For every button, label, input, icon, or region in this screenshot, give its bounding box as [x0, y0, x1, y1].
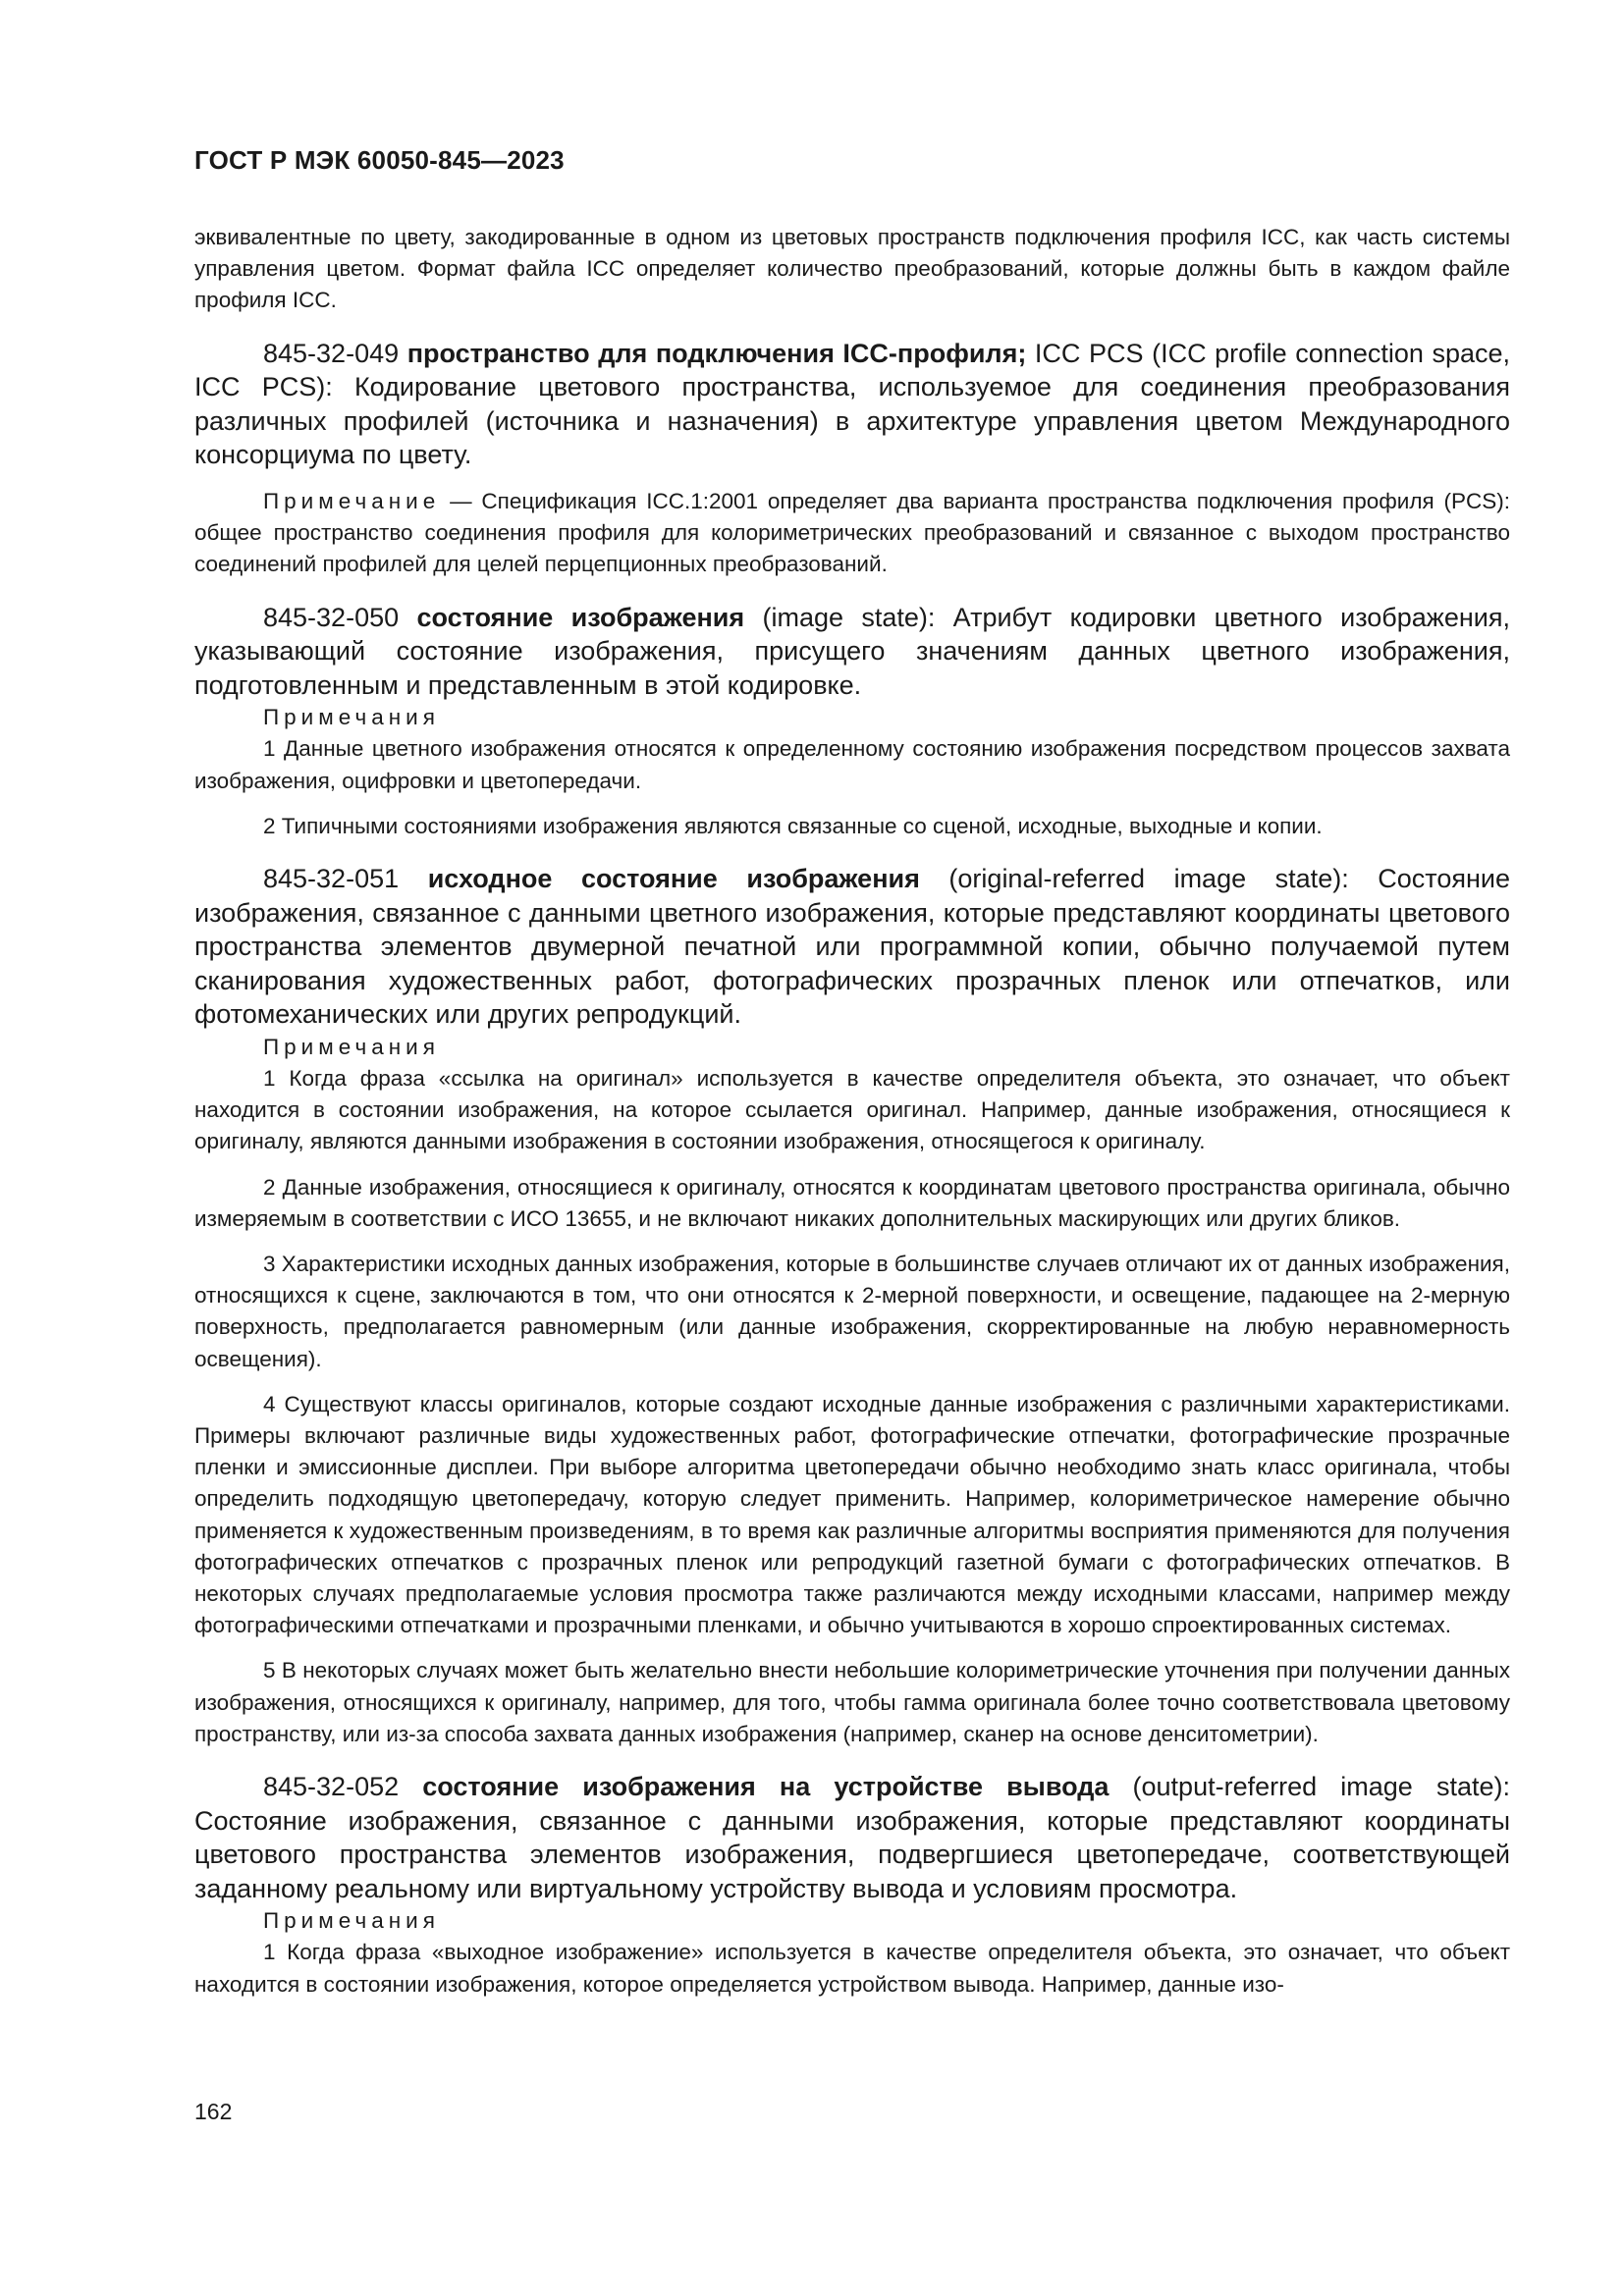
term-051-notes-heading: Примечания — [263, 1034, 440, 1059]
term-number: 845-32-052 — [263, 1772, 423, 1802]
page-content — [194, 222, 1510, 2001]
term-051-note-3: 3 Характеристики исходных данных изображения, которые в большинстве случаев отличают их от данных изображения, относящихся к сцене, заключаются в том, что они относятся к 2-мерной поверхности, и освещение, падающее на 2-мерную поверхность, предполагается равномерным (или данные изображения, скорректированные на любую неравномерность освещения). — [194, 1251, 1510, 1371]
term-entry-050 — [194, 601, 1510, 703]
document-header: ГОСТ Р МЭК 60050-845—2023 — [194, 145, 565, 175]
term-050-note-2: 2 Типичными состояниями изображения являются связанные со сценой, исходные, выходные и копии. — [263, 813, 1323, 838]
term-title: состояние изображения на устройстве вывода — [422, 1772, 1110, 1802]
intro-paragraph: эквивалентные по цвету, закодированные в одном из цветовых пространств подключения профиля ICC, как часть системы управления цветом. Формат файла ICC определяет количество преобразований, которые должны быть в каждом файле профиля ICC. — [194, 225, 1510, 313]
term-052-note-1: 1 Когда фраза «выходное изображение» используется в качестве определителя объекта, это означает, что объект находится в состоянии изображения, которое определяется устройством вывода. Например, данные изо- — [194, 1940, 1510, 1997]
term-title: пространство для подключения ICC-профиля; — [406, 338, 1027, 368]
term-title: исходное состояние изображения — [427, 863, 920, 893]
term-050-note-1: 1 Данные цветного изображения относятся к определенному состоянию изображения посредством процессов захвата изображения, оцифровки и цветопередачи. — [194, 736, 1510, 793]
term-049-note — [194, 486, 1510, 581]
term-050-notes-heading: Примечания — [263, 705, 440, 730]
term-052-notes-heading: Примечания — [263, 1908, 440, 1934]
term-051-note-2: 2 Данные изображения, относящиеся к оригиналу, относятся к координатам цветового пространства оригинала, обычно измеряемым в соответствии с ИСО 13655, и не включают никаких дополнительных маскирующих или других бликов. — [194, 1174, 1510, 1231]
term-051-note-1: 1 Когда фраза «ссылка на оригинал» используется в качестве определителя объекта, это означает, что объект находится в состоянии изображения, на которое ссылается оригинал. Например, данные изображения, относящиеся к оригиналу, являются данными изображения в состоянии изображения, относящегося к оригиналу. — [194, 1065, 1510, 1154]
term-definition: (output-referred image state): Состояние изображения, связанное с данными изображения, которые представляют координаты цветового пространства элементов изображения, подвергшиеся цветопередаче, соответствующей заданному реальному или виртуальному устройству вывода и условиям просмотра. — [194, 1772, 1510, 1903]
note-label: Примечание — [263, 488, 441, 513]
term-number: 845-32-049 — [263, 338, 407, 368]
term-title: состояние изображения — [416, 602, 745, 632]
term-051-note-5: 5 В некоторых случаях может быть желательно внести небольшие колориметрические уточнения при получении данных изображения, относящихся к оригиналу, например, для того, чтобы гамма оригинала более точно соответствовала цветовому пространству, или из-за способа захвата данных изображения (например, сканер на основе денситометрии). — [194, 1658, 1510, 1746]
term-051-note-4: 4 Существуют классы оригиналов, которые создают исходные данные изображения с различными характеристиками. Примеры включают различные виды художественных работ, фотографические отпечатки, фотографические прозрачные пленки и эмиссионные дисплеи. При выборе алгоритма цветопередачи обычно необходимо знать класс оригинала, чтобы определить подходящую цветопередачу, которую следует применить. Например, колориметрическое намерение обычно применяется к художественным произведениям, в то время как различные алгоритмы восприятия применяются для получения фотографических отпечатков с прозрачных пленок или репродукций газетной бумаги с фотографических отпечатков. В некоторых случаях предполагаемые условия просмотра также различаются между исходными классами, например между фотографическими отпечатками и прозрачными пленками, и обычно учитываются в хорошо спроектированных системах. — [194, 1391, 1510, 1638]
page-number: 162 — [194, 2099, 233, 2124]
term-number: 845-32-050 — [263, 602, 417, 632]
term-definition: (original-referred image state): Состояние изображения, связанное с данными цветного изображения, которые представляют координаты цветового пространства элементов двумерной печатной или программной копии, обычно получаемой путем сканирования художественных работ, фотографических прозрачных пленок или отпечатков, или фотомеханических или других репродукций. — [194, 863, 1510, 1030]
term-number: 845-32-051 — [263, 863, 428, 893]
term-definition: (image state): Атрибут кодировки цветного изображения, указывающий состояние изображения, присущего значениям данных цветного изображения, подготовленным и представленным в этой кодировке. — [194, 602, 1510, 700]
note-text: — Спецификация ICC.1:2001 определяет два варианта пространства подключения профиля (PCS): общее пространство соединения профиля для колориметрических преобразований и связанное с выходом пространство соединений профилей для целей перцепционных преобразований. — [194, 488, 1510, 577]
term-entry-049 — [194, 337, 1510, 472]
term-entry-051 — [194, 862, 1510, 1032]
term-definition: ICC PCS (ICC profile connection space, ICC PCS): Кодирование цветового пространства, используемое для соединения преобразования различных профилей (источника и назначения) в архитектуре управления цветом Международного консорциума по цвету. — [194, 338, 1510, 470]
term-entry-052 — [194, 1770, 1510, 1905]
